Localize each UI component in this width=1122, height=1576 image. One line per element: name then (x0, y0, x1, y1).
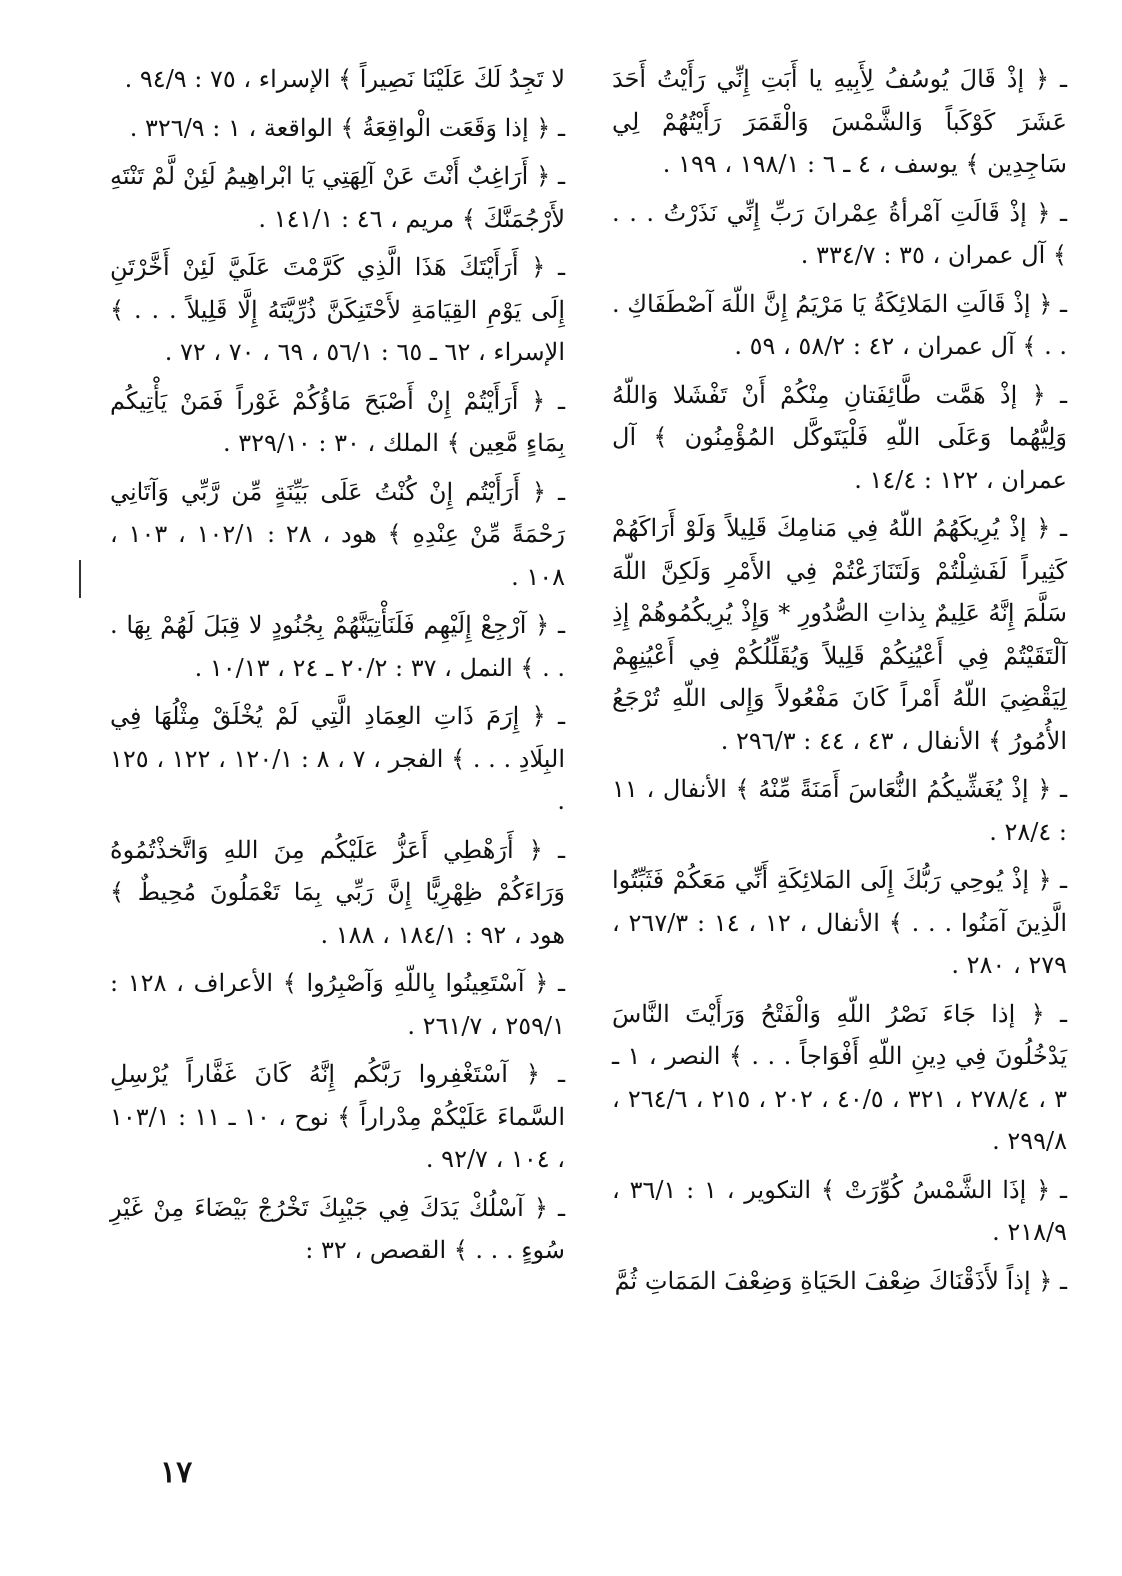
right-column (612, 58, 1067, 1308)
index-entry: ـ ﴿ إذْ قَالَتِ آمْرأةُ عِمْرانَ رَبِّ إِنِّي نَذَرْتُ . . . ﴾ آل عمران ، ٣٥ : ٣٣٤/٧ . (612, 198, 1067, 269)
index-entry: ـ ﴿ أَرَاغِبٌ أَنْتَ عَنْ آلِهَتِي يَا ابْراهِيمُ لَئِنْ لَّمْ تَنْتَهِ لأَرْجُمَنَّكَ ﴾ مريم ، ٤٦ : ١٤١/١ . (110, 162, 565, 233)
index-entry: ـ ﴿ إذاً لأَذَقْنَاكَ ضِعْفَ الحَيَاةِ وَضِعْفَ المَمَاتِ ثُمَّ (614, 1266, 1067, 1295)
index-entry: ـ ﴿ آسْتَعِينُوا بِاللّهِ وَآصْبِرُوا ﴾ الأعراف ، ١٢٨ : ٢٥٩/١ ، ٢٦١/٧ . (110, 969, 565, 1040)
index-entry: ـ ﴿ آسْلُكْ يَدَكَ فِي جَيْبِكَ تَخْرُجْ بَيْضَاءَ مِنْ غَيْرِ سُوءٍ . . . ﴾ القصص ، ٣٢ : (110, 1193, 565, 1264)
index-entry: ـ ﴿ آرْجِعْ إِلَيْهِم فَلَنَأْتِيَنَّهُمْ بِجُنُودٍ لا قِبَلَ لَهُمْ بِهَا . . . ﴾ النمل ، ٣٧ : ٢٠/٢ ـ ٢٤ ، ١٠/١٣ . (110, 611, 565, 682)
index-entry: ـ ﴿ آسْتَغْفِروا رَبَّكُم إِنَّهُ كَانَ غَفَّاراً يُرْسِلِ السَّماءَ عَلَيْكُمْ مِدْراراً ﴾ نوح ، ١٠ ـ ١١ : ١٠٣/١ ، ١٠٤ ، ٩٢/٧ . (110, 1060, 565, 1173)
page-number: ١٧ (160, 1455, 193, 1490)
index-entry: لا تَجِدُ لَكَ عَلَيْنَا نَصِيراً ﴾ الإسراء ، ٧٥ : ٩٤/٩ . (124, 65, 565, 93)
margin-mark (79, 560, 81, 598)
index-entry: ـ ﴿ إذْ يُرِيكَهُمُ اللّهُ فِي مَنامِكَ قَلِيلاً وَلَوْ أَرَاكَهُمْ كَثِيراً لَفَشِلْتُمْ وَلَتَنَازَعْتُمْ فِي الأَمْرِ وَلَكِنَّ اللّهَ سَلَّمَ إِنَّهُ عَلِيمٌ بِذاتِ الصُّدُورِ * وَإِذْ يُرِيكُمُوهُمْ إِذِ آلْتَقَيْتُمْ فِي أَعْيُنِكُمْ قَلِيلاً وَيُقَلِّلُكُمْ فِي أَعْيُنِهِمْ لِيَقْضِيَ اللّهُ أَمْراً كَانَ مَفْعُولاً وَإِلى اللّهِ تُرْجَعُ الأُمُورُ ﴾ الأنفال ، ٤٣ ، ٤٤ : ٢٩٦/٣ . (612, 514, 1067, 755)
index-entry: ـ ﴿ إذا وَقَعَت الْواقِعَةُ ﴾ الواقعة ، ١ : ٣٢٦/٩ . (129, 113, 565, 142)
index-entry: ـ ﴿ إذْ يُوحِي رَبُّكَ إِلَى المَلائِكَةِ أَنِّي مَعَكُمْ فَثَبِّتُوا الَّذِينَ آمَنُوا . . . ﴾ الأنفال ، ١٢ ، ١٤ : ٢٦٧/٣ ، ٢٧٩ ، ٢٨٠ . (612, 866, 1067, 979)
left-column (110, 58, 565, 1278)
index-entry: ـ ﴿ أَرَأَيْتُم إِنْ كُنْتُ عَلَى بَيِّنَةٍ مِّن رَّبِّي وَآتَانِي رَحْمَةً مِّنْ عِنْدِهِ ﴾ هود ، ٢٨ : ١٠٢/١ ، ١٠٣ ، ١٠٨ . (110, 477, 566, 591)
index-entry: ـ ﴿ إذْ قَالَتِ المَلائِكَةُ يَا مَرْيَمُ إِنَّ اللّهَ آصْطَفَاكِ . . . ﴾ آل عمران ، ٤٢ : ٥٨/٢ ، ٥٩ . (612, 289, 1067, 360)
index-entry: ـ ﴿ أَرَهْطِي أَعَزُّ عَلَيْكُم مِنَ اللهِ وَاتَّخذْتُمُوهُ وَرَاءَكُمْ ظِهْرِيًّا إِنَّ رَبِّي بِمَا تَعْمَلُونَ مُحِيطٌ ﴾ هود ، ٩٢ : ١٨٤/١ ، ١٨٨ . (110, 835, 565, 949)
index-entry: ـ ﴿ إِرَمَ ذَاتِ العِمَادِ الَّتِي لَمْ يُخْلَقْ مِثْلُهَا فِي البِلَادِ . . . ﴾ الفجر ، ٧ ، ٨ : ١٢٠/١ ، ١٢٢ ، ١٢٥ . (110, 702, 565, 815)
index-entry: ـ ﴿ إذْ هَمَّت طَّائِفَتانِ مِنْكُمْ أَنْ تَفْشَلا وَاللّهُ وَلِيُّهُما وَعَلَى اللّهِ فَلْيَتَوكَّل المُؤْمِنُون ﴾ آل عمران ، ١٢٢ : ١٤/٤ . (612, 380, 1067, 494)
index-entry: ـ ﴿ إذَا الشَّمْسُ كُوِّرَتْ ﴾ التكوير ، ١ : ٣٦/١ ، ٢١٨/٩ . (612, 1175, 1068, 1246)
index-entry: ـ ﴿ إذْ قَالَ يُوسُفُ لِأَبِيهِ يا أَبَتِ إِنِّي رَأَيْتُ أَحَدَ عَشَرَ كَوْكَباً وَالشَّمْسَ وَالْقَمَرَ رَأَيْتُهُمْ لِي سَاجِدِين ﴾ يوسف ، ٤ ـ ٦ : ١٩٨/١ ، ١٩٩ . (612, 65, 1067, 178)
index-entry: ـ ﴿ أَرَأَيْتَكَ هَذَا الَّذِي كَرَّمْتَ عَلَيَّ لَئِنْ أَخَّرْتَنِ إِلَى يَوْمِ القِيَامَةِ لأَحْتَنِكَنَّ ذُرِّيَّتَهُ إِلَّا قَلِيلاً . . . ﴾ الإسراء ، ٦٢ ـ ٦٥ : ٥٦/١ ، ٦٩ ، ٧٠ ، ٧٢ . (110, 253, 565, 366)
index-entry: ـ ﴿ إذا جَاءَ نَصْرُ اللّهِ وَالْفَتْحُ وَرَأَيْتَ النَّاسَ يَدْخُلُونَ فِي دِينِ اللّهِ أَفْوَاجاً . . . ﴾ النصر ، ١ ـ ٣ ، ٢٧٨/٤ ، ٣٢١ ، ٤٠/٥ ، ٢٠٢ ، ٢١٥ ، ٢٦٤/٦ ، ٢٩٩/٨ . (612, 999, 1067, 1155)
index-entry: ـ ﴿ إذْ يُغَشِّيكُمُ النُّعَاسَ أَمَنَةً مِّنْهُ ﴾ الأنفال ، ١١ : ٢٨/٤ . (612, 775, 1067, 846)
index-entry: ـ ﴿ أَرَأَيْتُمْ إِنْ أَصْبَحَ مَاؤُكُمْ غَوْراً فَمَنْ يَأْتِيكُم بِمَاءٍ مَّعِين ﴾ الملك ، ٣٠ : ٣٢٩/١٠ . (110, 386, 565, 457)
